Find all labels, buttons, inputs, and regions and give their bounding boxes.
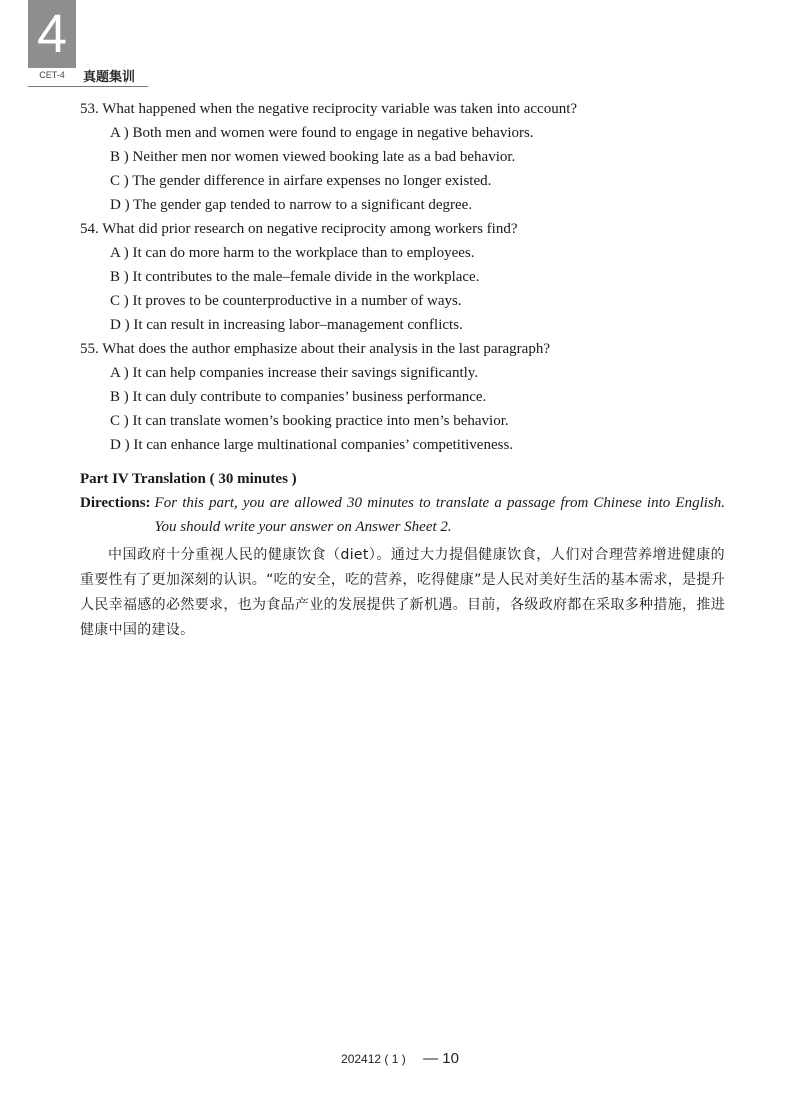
question-54 [80,217,725,337]
page-footer [0,1050,800,1067]
option-b: B ) It can duly contribute to companies’ business performance. [110,389,487,405]
page-number: — 10 [423,1050,459,1067]
header-divider [28,86,148,87]
section-number-badge [28,0,76,68]
question-stem: 55. What does the author emphasize about their analysis in the last paragraph? [80,341,550,357]
directions [80,491,725,539]
option-a: A ) It can do more harm to the workplace than to employees. [110,245,475,261]
option-c: C ) It proves to be counterproductive in a number of ways. [110,293,462,309]
option-d: D ) The gender gap tended to narrow to a significant degree. [110,197,473,213]
option-c: C ) It can translate women’s booking practice into men’s behavior. [110,413,509,429]
question-53 [80,97,725,217]
section-title: 真题集训 [83,70,136,85]
exam-level-label: CET-4 [39,70,65,80]
directions-label: Directions: [80,495,151,511]
question-stem: 53. What happened when the negative reciprocity variable was taken into account? [80,101,578,117]
exam-code: 202412 ( 1 ) [341,1052,406,1066]
option-c: C ) The gender difference in airfare expenses no longer existed. [110,173,492,189]
option-d: D ) It can result in increasing labor–management conflicts. [110,317,463,333]
section-number: 4 [36,4,68,64]
question-stem: 54. What did prior research on negative reciprocity among workers find? [80,221,518,237]
question-55 [80,337,725,457]
option-d: D ) It can enhance large multinational companies’ competitiveness. [110,437,514,453]
page-content [80,97,725,657]
option-b: B ) It contributes to the male–female divide in the workplace. [110,269,480,285]
part-iv-title: Part IV Translation ( 30 minutes ) [80,471,297,487]
option-b: B ) Neither men nor women viewed booking late as a bad behavior. [110,149,516,165]
option-a: A ) It can help companies increase their savings significantly. [110,365,479,381]
directions-text: For this part, you are allowed 30 minutes to translate a passage from Chinese into English. You should write your answer on Answer Sheet 2. [154,495,725,535]
translation-passage: 中国政府十分重视人民的健康饮食（diet）。通过大力提倡健康饮食，人们对合理营养增进健康的重要性有了更加深刻的认识。“吃的安全，吃的营养，吃得健康”是人民对美好生活的基本需求，是提升人民幸福感的必然要求，也为食品产业的发展提供了新机遇。目前，各级政府都在采取多种措施，推进健康中国的建设。 [80,547,725,638]
option-a: A ) Both men and women were found to engage in negative behaviors. [110,125,534,141]
